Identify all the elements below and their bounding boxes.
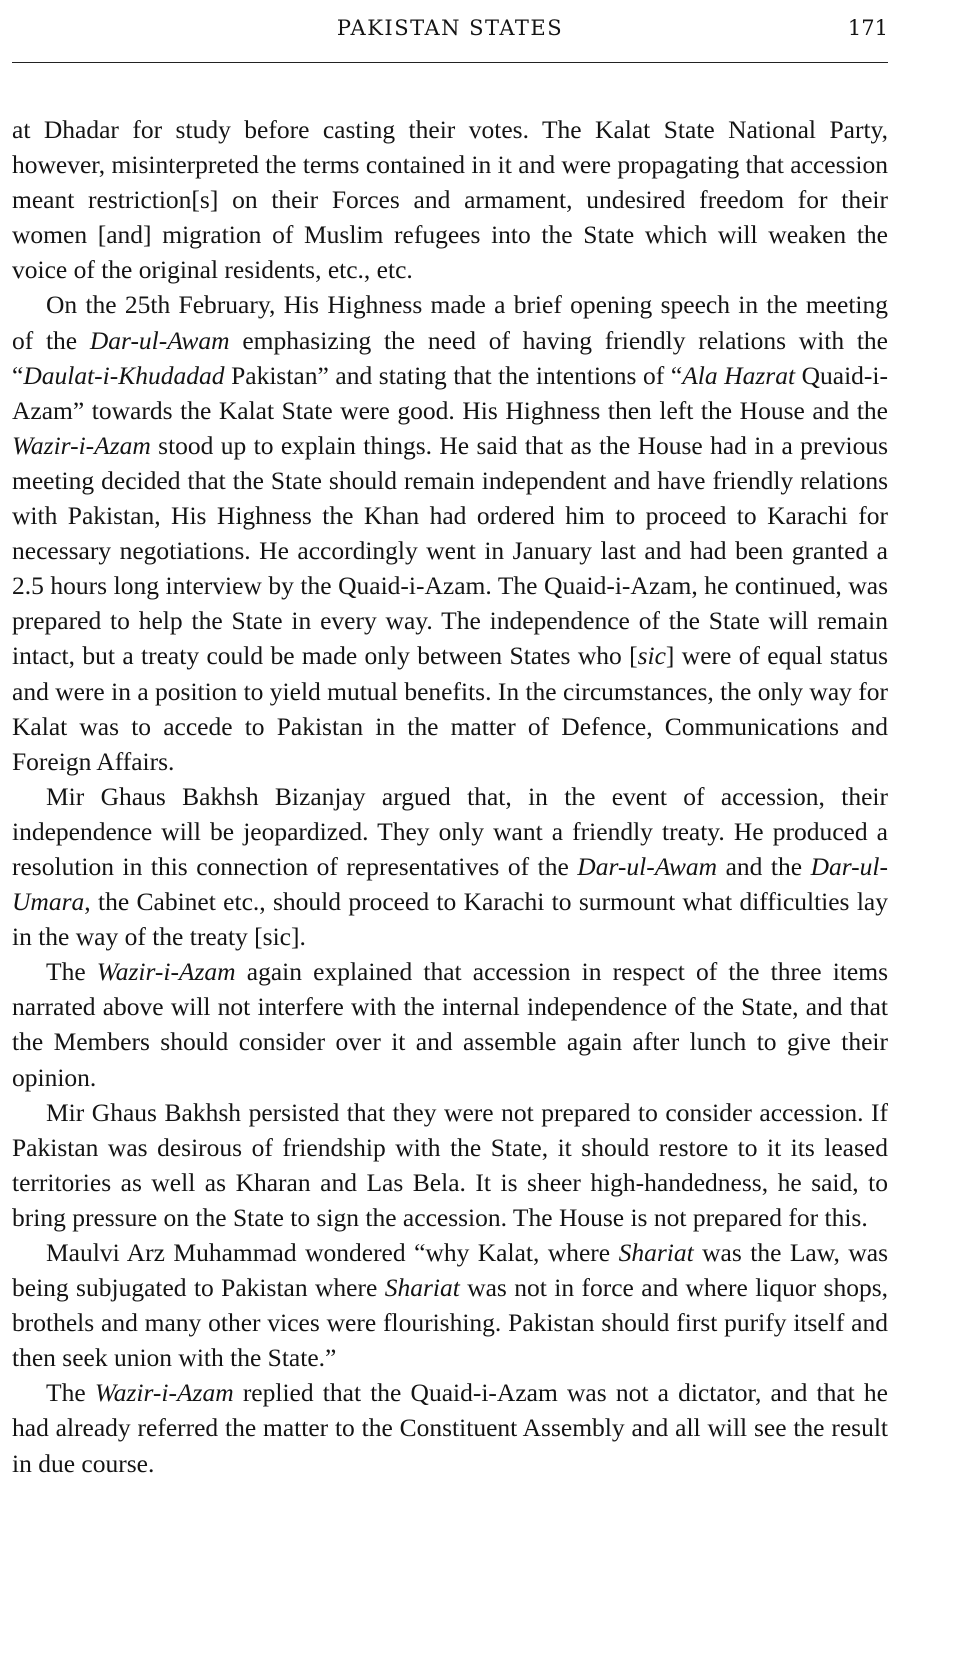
page-number: 171 — [847, 16, 888, 40]
running-title: PAKISTAN STATES — [336, 16, 564, 40]
page-header — [12, 10, 888, 46]
paragraph: Mir Ghaus Bakhsh persisted that they were not prepared to consider accession. If Pakistan was desirous of friendship with the State, it should restore to it its leased territories as well as Kharan and Las Bela. It is sheer high-handedness, he said, to bring pressure on the State to sign the accession. The House is not prepared for this. — [12, 1097, 888, 1232]
header-rule — [12, 62, 888, 63]
paragraph: The Wazir-i-Azam replied that the Quaid-i-Azam was not a dictator, and that he had already referred the matter to the Constituent Assembly and all will see the result in due course. — [12, 1378, 888, 1478]
paragraph: The Wazir-i-Azam again explained that accession in respect of the three items narrated above will not interfere with the internal independence of the State, and that the Members should consider over it and assemble again after lunch to give their opinion. — [12, 957, 888, 1092]
body-text — [12, 112, 888, 1481]
paragraph: Maulvi Arz Muhammad wondered “why Kalat, where Shariat was the Law, was being subjugated to Pakistan where Shariat was not in force and where liquor shops, brothels and many other vices were flourishing. Pakistan should first purify itself and then seek union with the State.” — [12, 1238, 888, 1373]
paragraph: Mir Ghaus Bakhsh Bizanjay argued that, in the event of accession, their independence will be jeopardized. They only want a friendly treaty. He produced a resolution in this connection of representatives of the Dar-ul-Awam and the Dar-ul-Umara, the Cabinet etc., should proceed to Karachi to surmount what difficulties lay in the way of the treaty [sic]. — [12, 781, 888, 952]
paragraph: at Dhadar for study before casting their votes. The Kalat State National Party, however, misinterpreted the terms contained in it and were propagating that accession meant restriction[s] on their Forces and armament, undesired freedom for their women [and] migration of Muslim refugees into the State which will weaken the voice of the original residents, etc., etc. — [12, 115, 888, 285]
paragraph: On the 25th February, His Highness made a brief opening speech in the meeting of the Dar-ul-Awam emphasizing the need of having friendly relations with the “Daulat-i-Khudadad Pakistan” and stating that the intentions of “Ala Hazrat Quaid-i-Azam” towards the Kalat State were good. His Highness then left the House and the Wazir-i-Azam stood up to explain things. He said that as the House had in a previous meeting decided that the State should remain independent and have friendly relations with Pakistan, His Highness the Khan had ordered him to proceed to Karachi for necessary negotiations. He accordingly went in January last and had been granted a 2.5 hours long interview by the Quaid-i-Azam. The Quaid-i-Azam, he continued, was prepared to help the State in every way. The independence of the State will remain intact, but a treaty could be made only between States who [sic] were of equal status and were in a position to yield mutual benefits. In the circumstances, the only way for Kalat was to accede to Pakistan in the matter of Defence, Communications and Foreign Affairs. — [12, 290, 888, 776]
